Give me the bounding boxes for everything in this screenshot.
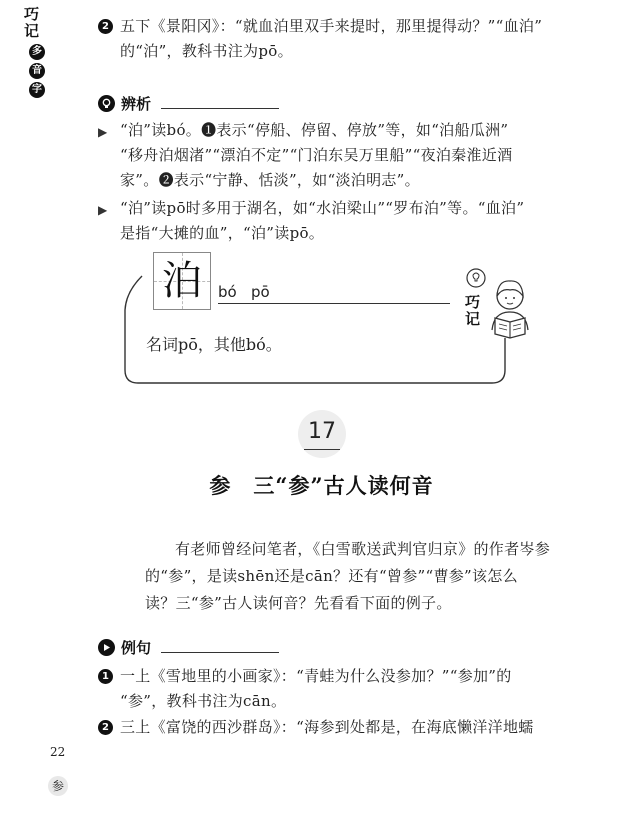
side-tab-dot-3: 字 <box>29 82 45 98</box>
analysis-bullet-2-line-1: “泊”读pō时多用于湖名，如“水泊梁山”“罗布泊”等。“血泊” <box>120 199 525 217</box>
intro-line-3: 读？三“参”古人读何音？先看看下面的例子。 <box>145 594 452 612</box>
top-item-line-2: 的“泊”，教科书注为pō。 <box>120 42 293 60</box>
footer-tab-char: 参 <box>48 776 68 796</box>
side-tab-char-2: 记 <box>24 22 40 40</box>
top-item-line-1: 五下《景阳冈》：“就血泊里双手来提时，那里提得动？”“血泊” <box>120 17 543 35</box>
memory-tip: 名词pō，其他bó。 <box>146 335 282 354</box>
page-number: 22 <box>50 745 66 759</box>
side-tab-dot-2: 音 <box>29 63 45 79</box>
intro-line-2: 的“参”，是读shēn还是cān？还有“曾参”“曹参”该怎么 <box>145 567 518 585</box>
bulb-icon <box>98 95 115 112</box>
analysis-bullet-1-line-2: “移舟泊烟渚”“漂泊不定”“门泊东吴万里船”“夜泊秦淮近酒 <box>120 146 513 164</box>
readings-underline <box>218 303 450 304</box>
chapter-number: 17 <box>308 419 336 444</box>
analysis-title: 辨析 <box>121 94 152 113</box>
top-item-text <box>120 14 560 64</box>
analysis-bullet-1 <box>120 118 560 193</box>
example-2-text <box>120 715 560 740</box>
example-1-line-1: 一上《雪地里的小画家》：“青蛙为什么没参加？”“参加”的 <box>120 667 512 685</box>
play-icon <box>98 639 115 656</box>
bullet-arrow-icon: ▶ <box>98 203 108 217</box>
analysis-bullet-2-line-2: 是指“大摊的血”，“泊”读pō。 <box>120 224 325 242</box>
chapter-rule <box>304 449 340 450</box>
examples-underline <box>161 652 279 653</box>
bullet-arrow-icon: ▶ <box>98 125 108 139</box>
character-grid-box <box>153 252 211 310</box>
intro-line-1: 有老师曾经问笔者，《白雪歌送武判官归京》的作者岑参 <box>175 540 551 558</box>
memory-char: 泊 <box>162 258 202 304</box>
example-2-line-1: 三上《富饶的西沙群岛》：“海参到处都是，在海底懒洋洋地蠕 <box>120 718 534 736</box>
analysis-bullet-2 <box>120 196 560 246</box>
example-1-text <box>120 664 560 714</box>
example-2-number: 2 <box>98 720 113 735</box>
badge-char-2: 记 <box>465 310 481 328</box>
example-1-line-2: “参”，教科书注为cān。 <box>120 692 287 710</box>
top-item-number: 2 <box>98 19 113 34</box>
examples-title: 例句 <box>121 638 152 657</box>
badge-char-1: 巧 <box>465 293 481 311</box>
analysis-bullet-1-line-1: “泊”读bó。❶表示“停船、停留、停放”等，如“泊船瓜洲” <box>120 121 509 139</box>
analysis-heading <box>98 92 279 114</box>
side-tab-char-1: 巧 <box>24 5 40 23</box>
intro-paragraph <box>145 536 565 617</box>
example-1-number: 1 <box>98 669 113 684</box>
memory-readings: bó pō <box>218 283 270 301</box>
examples-heading <box>98 636 279 658</box>
side-tab-dot-1: 多 <box>29 44 45 60</box>
analysis-bullet-1-line-3: 家”。❷表示“宁静、恬淡”，如“淡泊明志”。 <box>120 171 420 189</box>
chapter-title: 参 三“参”古人读何音 <box>209 473 434 498</box>
analysis-underline <box>161 108 279 109</box>
